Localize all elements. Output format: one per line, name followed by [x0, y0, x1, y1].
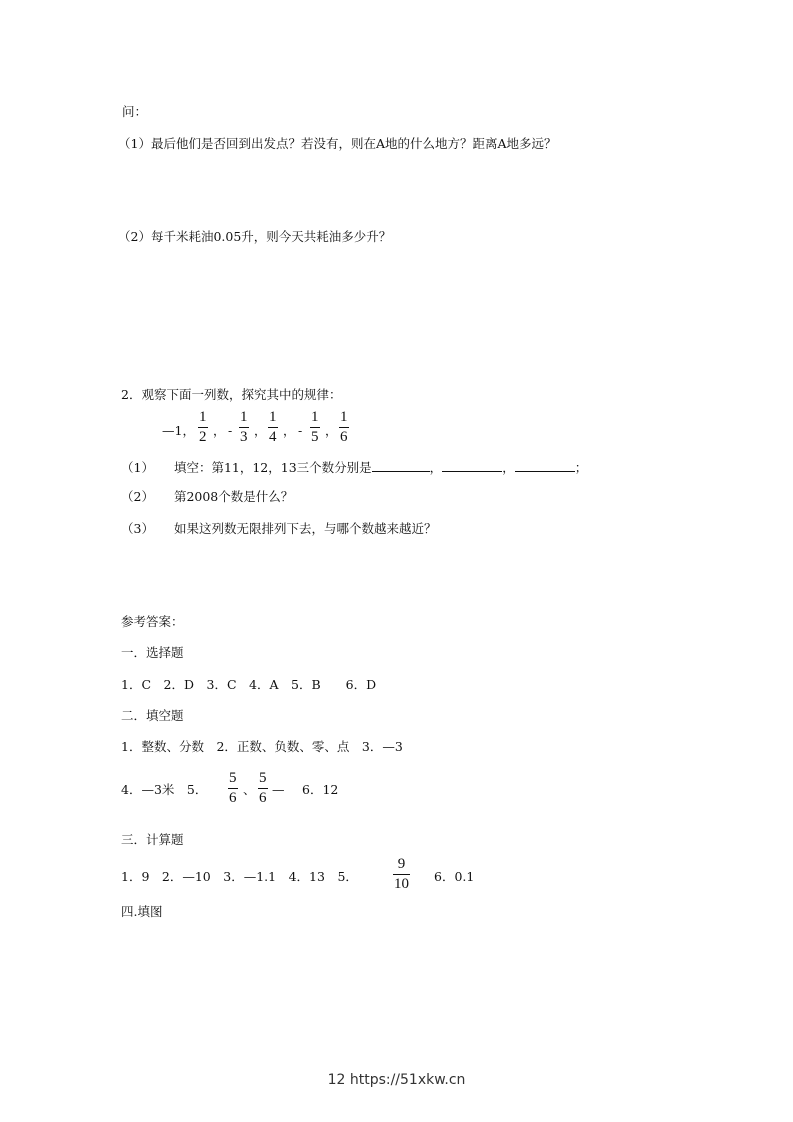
- fraction-numerator: 9: [397, 856, 406, 872]
- fraction-numerator: 1: [269, 409, 277, 425]
- page-footer: 12 https://51xkw.cn: [327, 1072, 466, 1088]
- answer-blank-2[interactable]: [442, 459, 502, 472]
- part-2-text: 第2008个数是什么？: [173, 489, 294, 504]
- section-2-title: 二．填空题: [121, 708, 184, 723]
- section-4-title: 四.填图: [121, 904, 163, 919]
- fraction-numerator: 5: [259, 770, 267, 786]
- part-3: [121, 521, 436, 537]
- fraction-denominator: 6: [340, 429, 348, 445]
- fraction-numerator: 5: [229, 770, 237, 786]
- answer-fraction: [393, 857, 410, 892]
- answer-separator: 、: [243, 782, 256, 797]
- answer-blank-1[interactable]: [372, 459, 430, 472]
- sequence-separator: ，: [325, 423, 338, 438]
- fraction-denominator: 4: [269, 429, 277, 445]
- fraction-numerator: 1: [199, 409, 207, 425]
- answers-heading: 参考答案：: [121, 614, 184, 629]
- blank-terminator: ；: [574, 460, 588, 475]
- section-1-title: 一．选择题: [121, 645, 184, 660]
- fraction-numerator: 1: [240, 409, 248, 425]
- question-2-title: 2．观察下面一列数，探究其中的规律：: [121, 387, 342, 402]
- answer-dash: —: [272, 782, 285, 797]
- answer-text: 6．0.1: [434, 869, 475, 884]
- sequence-fraction-4: [310, 410, 320, 445]
- sequence-separator: ，: [254, 423, 267, 438]
- part-1-text: 填空：第11，12，13三个数分别是: [173, 460, 372, 475]
- sequence-sign: -: [298, 423, 303, 438]
- fraction-denominator: 6: [259, 790, 267, 806]
- subquestion-1: （1）最后他们是否回到出发点？若没有，则在A地的什么地方？距离A地多远？: [118, 136, 557, 151]
- subquestion-2: （2）每千米耗油0.05升，则今天共耗油多少升？: [118, 229, 392, 244]
- question-prompt: 问：: [122, 104, 148, 119]
- answer-text: 6．12: [302, 782, 339, 797]
- blank-separator: ，: [429, 460, 443, 475]
- sequence-fraction-3: [268, 410, 278, 445]
- fraction-denominator: 6: [229, 790, 237, 806]
- answer-text: 4．—3米 5．: [121, 782, 208, 797]
- sequence-separator: ，: [213, 423, 226, 438]
- sequence-sign: -: [228, 423, 233, 438]
- part-3-text: 如果这列数无限排列下去，与哪个数越来越近？: [173, 521, 437, 536]
- sequence-first-term: —1，: [162, 423, 195, 438]
- section-3-title: 三．计算题: [121, 832, 184, 847]
- part-2-label: （2）: [121, 489, 154, 504]
- fraction-denominator: 10: [394, 876, 409, 892]
- section-1-answers: 1．C 2．D 3．C 4．A 5．B 6．D: [121, 677, 377, 692]
- fraction-numerator: 1: [340, 409, 348, 425]
- answer-fraction: [258, 771, 268, 806]
- sequence-fraction-5: [339, 410, 349, 445]
- sequence-separator: ，: [283, 423, 296, 438]
- answer-text: 1．9 2．—10 3．—1.1 4．13 5．: [121, 869, 358, 884]
- fraction-denominator: 3: [240, 429, 248, 445]
- answer-blank-3[interactable]: [515, 459, 575, 472]
- fraction-denominator: 2: [199, 429, 207, 445]
- fraction-numerator: 1: [311, 409, 319, 425]
- part-1: [121, 459, 587, 476]
- section-2-answers-line-1: 1．整数、分数 2．正数、负数、零、点 3．—3: [121, 739, 403, 754]
- blank-separator: ，: [502, 460, 515, 475]
- part-2: [121, 489, 293, 505]
- sequence-fraction-2: [239, 410, 249, 445]
- fraction-denominator: 5: [311, 429, 319, 445]
- part-1-label: （1）: [121, 460, 154, 475]
- sequence-fraction-1: [198, 410, 208, 445]
- answer-fraction: [228, 771, 238, 806]
- part-3-label: （3）: [121, 521, 154, 536]
